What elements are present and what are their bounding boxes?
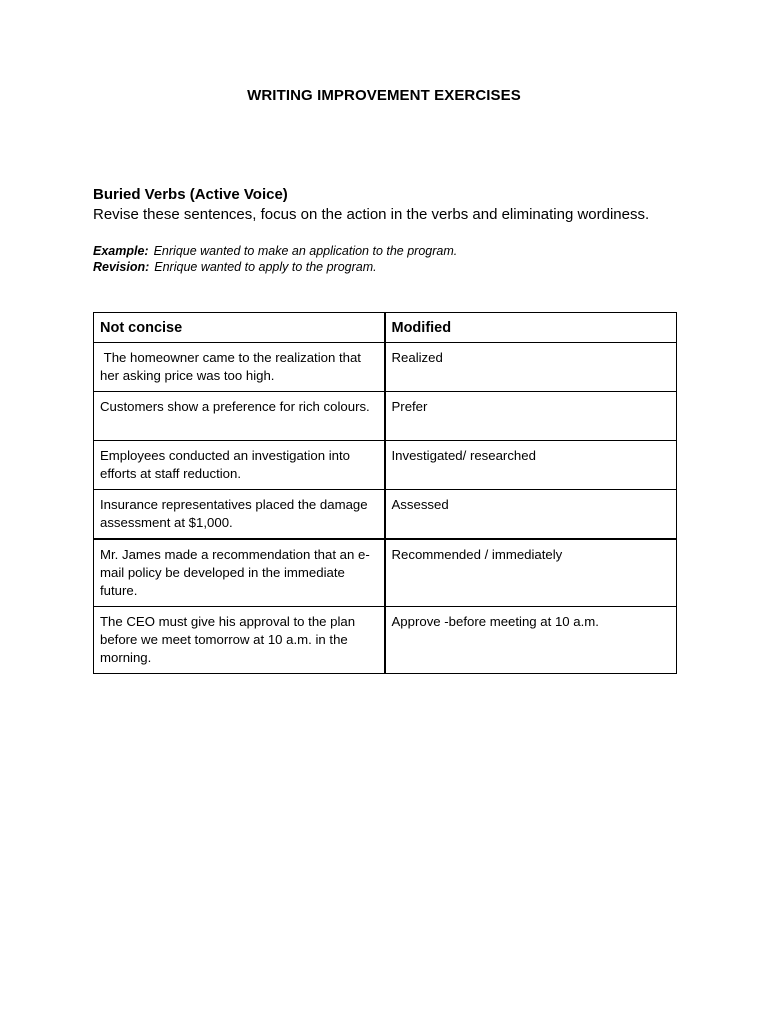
example-line [93, 244, 457, 258]
modified-cell: Realized [385, 343, 677, 392]
modified-cell: Prefer [385, 392, 677, 441]
original-sentence-cell: Employees conducted an investigation into efforts at staff reduction. [94, 441, 385, 490]
original-sentence-cell: Mr. James made a recommendation that an e-mail policy be developed in the immediate future. [94, 539, 385, 607]
table-row [94, 343, 677, 392]
example-text: Enrique wanted to make an application to the program. [153, 244, 458, 258]
table-row [94, 490, 677, 540]
revision-label: Revision: [93, 260, 150, 274]
table-row [94, 539, 677, 607]
column-header-not-concise: Not concise [94, 313, 385, 343]
revision-line [93, 260, 377, 274]
table-row [94, 441, 677, 490]
modified-cell: Assessed [385, 490, 677, 540]
original-sentence-cell: Customers show a preference for rich colours. [94, 392, 385, 441]
revision-text: Enrique wanted to apply to the program. [154, 260, 377, 274]
section-heading: Buried Verbs (Active Voice) [93, 186, 288, 203]
column-header-modified: Modified [385, 313, 677, 343]
original-sentence-cell: The CEO must give his approval to the plan before we meet tomorrow at 10 a.m. in the morning. [94, 607, 385, 674]
exercise-table [93, 312, 677, 674]
table-row [94, 392, 677, 441]
modified-cell: Investigated/ researched [385, 441, 677, 490]
original-sentence-cell: The homeowner came to the realization that her asking price was too high. [94, 343, 385, 392]
example-label: Example: [93, 244, 149, 258]
table-header-row [94, 313, 677, 343]
instructions-text: Revise these sentences, focus on the action in the verbs and eliminating wordiness. [93, 206, 650, 223]
modified-cell: Recommended / immediately [385, 539, 677, 607]
table-row [94, 607, 677, 674]
original-sentence-cell: Insurance representatives placed the damage assessment at $1,000. [94, 490, 385, 540]
page-title: WRITING IMPROVEMENT EXERCISES [247, 87, 521, 104]
modified-cell: Approve -before meeting at 10 a.m. [385, 607, 677, 674]
